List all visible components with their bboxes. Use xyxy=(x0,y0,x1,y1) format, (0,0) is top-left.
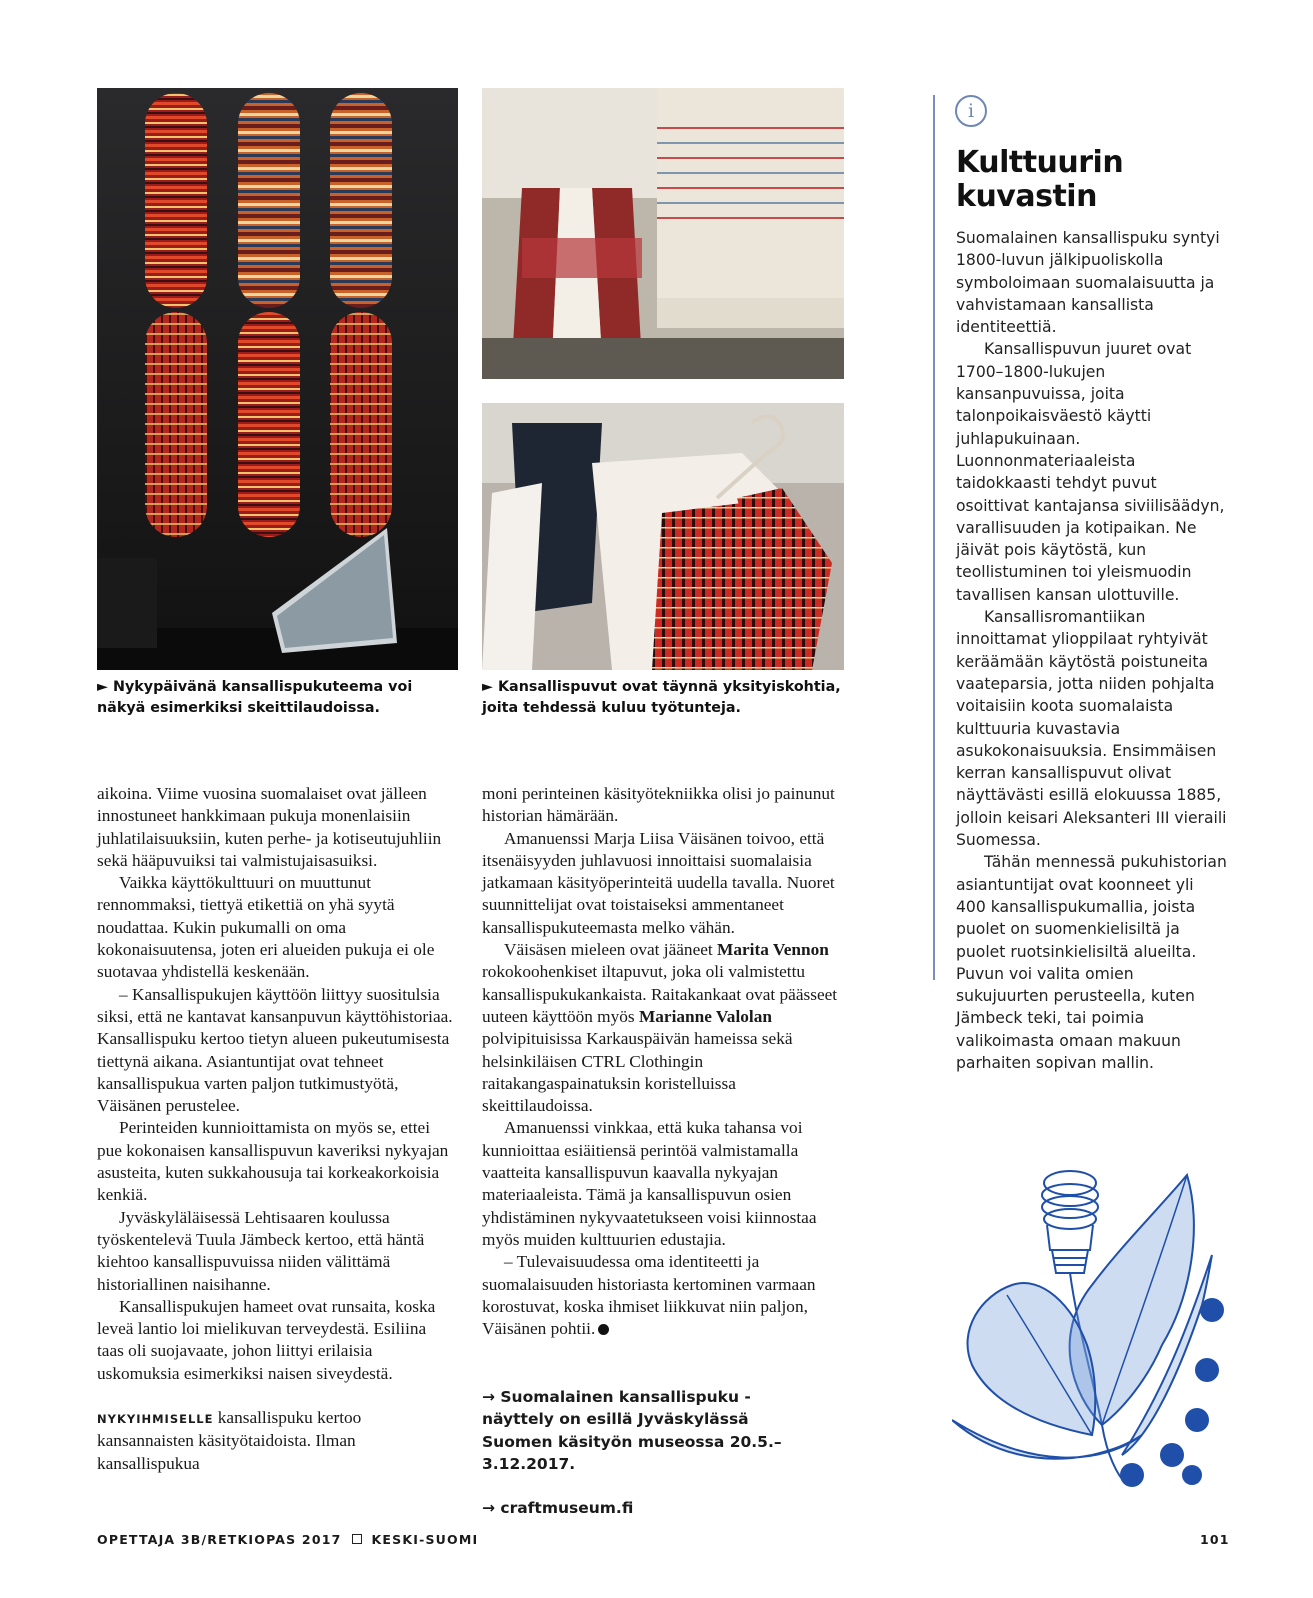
caption-right: ► Kansallispuvut ovat täynnä yksityiskohtia, joita tehdessä kuluu työtunteja. xyxy=(482,679,841,716)
paragraph: NYKYIHMISELLE kansallispuku kertoo kansannaisten käsityötaidoista. Ilman kansallispukua xyxy=(97,1408,362,1473)
paragraph: – Kansallispukujen käyttöön liittyy suositulsia siksi, että ne kantavat kansanpuvun käyttöhistoriaa. Kansallispuku kertoo tietyn alueen pukeutumisesta tiettynä aikana. Asiantuntijat ovat tehneet kansallispukua varten paljon tutkimustyötä, Väisänen perustelee. xyxy=(97,984,453,1116)
paragraph: Perinteiden kunnioittamista on myös se, ettei pue kokonaisen kansallispuvun kaveriksi nykyajan asusteita, kuten sukkahousuja tai korkeakorkoisia kenkiä. xyxy=(97,1118,449,1205)
leaf-lightbulb-illustration xyxy=(952,1165,1232,1495)
lead-in: NYKYIHMISELLE xyxy=(97,1412,214,1427)
paragraph: Vaikka käyttökulttuuri on muuttunut rennommaksi, tiettyä etikettiä on yhä syytä noudattaa. Kukin pukumalli on oma kokonaisuutensa, joten eri alueiden pukuja ei ole suotavaa yhdistellä keskenään. xyxy=(97,873,435,982)
sidebar-rule xyxy=(933,95,935,980)
paragraph: Kansallispukujen hameet ovat runsaita, koska leveä lantio loi mielikuvan terveydestä. Esiliina taas oli suojavaate, johon liittyi erilaisia uskomuksia esimerkiksi naisen siveydestä. xyxy=(97,1296,436,1383)
paragraph: – Tulevaisuudessa oma identiteetti ja suomalaisuuden historiasta kertominen varmaan korostuvat, koska ihmiset liikkuvat niin paljon, Väisänen pohtii. xyxy=(482,1252,816,1339)
person-name: Marita Vennon xyxy=(717,940,829,960)
paragraph: Kansallispuvun juuret ovat 1700–1800-lukujen kansanpuvuissa, joita talonpoikaisväestö käytti juhlapukuinaan. Luonnonmateriaaleista taidokkaasti tehdyt puvut osoittivat kantajansa siviilisäädyn, varallisuuden ja kotipaikan. Ne jäivät pois käytöstä, kun teollistuminen toi yleismuodin tavallisen kansan ulottuville. xyxy=(956,340,1225,604)
sidebar-text xyxy=(956,227,1228,1074)
separator-square-icon xyxy=(352,1534,362,1544)
footer-publication: OPETTAJA 3B/RETKIOPAS 2017 xyxy=(97,1532,342,1547)
article-column-1 xyxy=(97,783,457,1475)
info-icon: i xyxy=(955,95,987,127)
footer-section: KESKI-SUOMI xyxy=(371,1532,479,1547)
article-column-2 xyxy=(482,783,844,1340)
paragraph: moni perinteinen käsityötekniikka olisi jo painunut historian hämärään. xyxy=(482,784,835,826)
sidebar-title: Kulttuurin kuvastin xyxy=(956,145,1124,214)
paragraph: aikoina. Viime vuosina suomalaiset ovat jälleen innostuneet hankkimaan pukuja monenlaisiin juhlatilaisuuksiin, kuten perhe- ja kotiseutujuhliin sekä hääpuvuiksi tai valmistujaisasuiksi. xyxy=(97,784,442,870)
paragraph: Suomalainen kansallispuku syntyi 1800-luvun jälkipuoliskolla symboloimaan suomalaisuutta ja vahvistamaan kansallista identiteettiä. xyxy=(956,229,1220,337)
footer-left xyxy=(97,1532,478,1547)
photo-red-vest-hanger xyxy=(482,403,844,670)
paragraph: Väisäsen mieleen ovat jääneet Marita Vennon rokokoohenkiset iltapuvut, joka oli valmistettu kansallispukukankaista. Raitakankaat ovat päässeet uuteen käyttöön myös Marianne Valolan polvipituisissa Karkauspäivän hameissa sekä helsinkiläisen CTRL Clothingin raitakangaspainatuksin koristelluissa skeittilaudoissa. xyxy=(482,940,838,1116)
person-name: Marianne Valolan xyxy=(638,1006,772,1026)
photo-costume-vest-linen xyxy=(482,88,844,379)
exhibit-info xyxy=(482,1386,822,1519)
paragraph: Jyväskyläläisessä Lehtisaaren koulussa työskentelevä Tuula Jämbeck kertoo, että häntä kiehtoo kansallispuvuissa niiden välittämä historiallinen naisihanne. xyxy=(97,1207,425,1294)
paragraph: Kansallisromantiikan innoittamat ylioppilaat ryhtyivät keräämään käytöstä poistuneita vaateparsia, jotta niiden pohjalta voitaisiin koota suomalaista kulttuuria kuvastavia asukokonaisuuksia. Ensimmäisen kerran kansallispuvut olivat näyttävästi esillä elokuussa 1885, jolloin keisari Aleksanteri III vieraili Suomessa. xyxy=(956,608,1227,850)
end-mark-icon xyxy=(598,1324,609,1335)
exhibit-text: → Suomalainen kansallispuku -näyttely on esillä Jyväskylässä Suomen käsityön museossa 20.5.– 3.12.2017. xyxy=(482,1388,782,1473)
photo-skateboards xyxy=(97,88,458,670)
page-number: 101 xyxy=(1200,1532,1230,1547)
website-link[interactable]: → craftmuseum.fi xyxy=(482,1499,634,1518)
paragraph: Tähän mennessä pukuhistorian asiantuntijat ovat koonneet yli 400 kansallispukumallia, joista puolet on suomenkielisiltä ja puolet ruotsinkielisiltä alueilta. Puvun voi valita omien sukujuurten perusteella, kuten Jämbeck teki, tai poimia valikoimasta omaan makuun parhaiten sopivan mallin. xyxy=(956,853,1227,1072)
caption-left: ► Nykypäivänä kansallispukuteema voi näkyä esimerkiksi skeittilaudoissa. xyxy=(97,679,413,716)
paragraph: Amanuenssi Marja Liisa Väisänen toivoo, että itsenäisyyden juhlavuosi innoittaisi suomalaisia jatkamaan käsityöperinteitä uudella tavalla. Nuoret suunnittelijat ovat toistaiseksi ammentaneet kansallispukuteemasta melko vähän. xyxy=(482,828,835,937)
paragraph: Amanuenssi vinkkaa, että kuka tahansa voi kunnioittaa esiäitiensä perintöä valmistamalla vaatteita kansallispuvun kaavalla nykyajan materiaaleista. Tämä ja kansallispuvun osien yhdistäminen nykyvaatetukseen voisi kiinnostaa myös muiden kulttuurien edustajia. xyxy=(482,1118,817,1249)
